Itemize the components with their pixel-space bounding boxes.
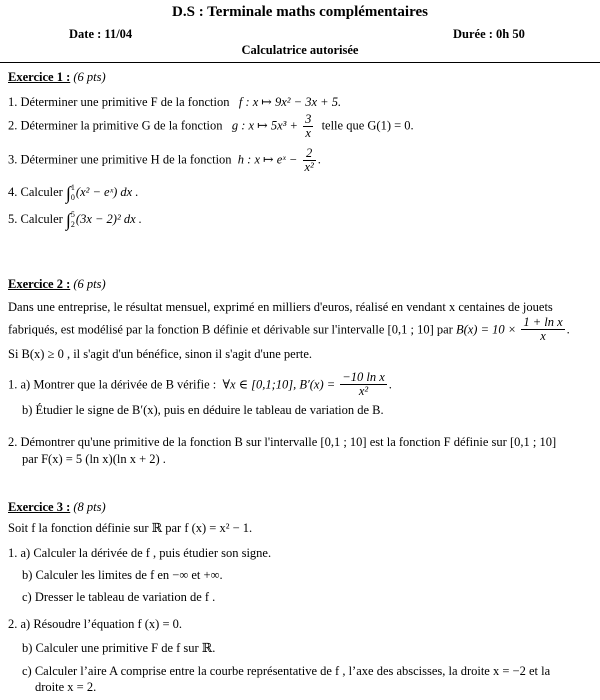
- exercise-1-title: Exercice 1 :: [8, 70, 71, 84]
- ex1-question-1: [8, 95, 341, 109]
- ex2-function-b: B(x) = 10 ×: [455, 322, 517, 337]
- ex2-q1a-fraction: $\frac{\text{−10 ln x}}{\text{x²}}$: [342, 370, 385, 398]
- ex3-intro: Soit f la fonction définie sur ℝ par f (x) = x² − 1.: [8, 521, 253, 535]
- ex2-intro-line-2: fabriqués, est modélisé par la fonction B définie et dérivable sur l'intervalle [0,1 ; 10] par B(x) = 10 × $\frac{\text{1 + ln x}}{x}$ .: [8, 315, 570, 343]
- ex1-question-2: [8, 113, 414, 140]
- exam-duration: Durée : 0h 50: [453, 27, 525, 41]
- ex1-q3-fraction: $\frac{2}{\text{x²}}$: [304, 146, 314, 174]
- ex2-q1a-text: 1. a) Montrer que la dérivée de B vérifie :: [8, 377, 217, 392]
- ex1-q5-integrand: (3x − 2)² dx .: [75, 212, 142, 226]
- ex3-question-2a: 2. a) Résoudre l’équation f (x) = 0.: [8, 617, 183, 631]
- ex2-intro2-text: fabriqués, est modélisé par la fonction B définie et dérivable sur l'intervalle [0,1 ; 10] par: [8, 322, 453, 337]
- exercise-3-title: Exercice 3 :: [8, 500, 71, 514]
- ex1-q2-fraction: $\frac{3}{x}$: [305, 112, 312, 140]
- ex2-question-1a: 1. a) Montrer que la dérivée de B vérifie : ∀x ∈ [0,1;10], B′(x) = $\frac{\text{−10 ln x}}{\text{x²}}$ .: [8, 370, 392, 398]
- integral-sign: ∫: [65, 210, 71, 230]
- ex3-question-1a: 1. a) Calculer la dérivée de f , puis étudier son signe.: [8, 546, 272, 560]
- ex1-question-3: 3. Déterminer une primitive H de la fonction h : x ↦ eˣ − $\frac{2}{\text{x²}}$ .: [8, 146, 321, 174]
- exercise-1-points: (6 pts): [73, 70, 106, 84]
- ex3-question-2c-line-2: droite x = 2.: [35, 680, 97, 694]
- ex1-q4-integrand: (x² − eˣ) dx .: [75, 185, 139, 199]
- exercise-2-heading: [8, 277, 106, 291]
- ex3-question-2c-line-1: c) Calculer l’aire A comprise entre la courbe représentative de f , l’axe des abscisses, la droite x = −2 et la: [22, 664, 551, 678]
- ex1-q5-bounds: 5 2: [70, 210, 75, 230]
- ex3-question-2b: b) Calculer une primitive F de f sur ℝ.: [22, 641, 216, 655]
- ex2-question-2-line-2: par F(x) = 5 (ln x)(ln x + 2) .: [22, 452, 166, 466]
- exercise-2-title: Exercice 2 :: [8, 277, 71, 291]
- ex1-q3-function: h : x ↦ eˣ −: [237, 152, 298, 167]
- page-title: D.S : Terminale maths complémentaires: [172, 4, 428, 20]
- ex1-q5-text: 5. Calculer: [8, 212, 63, 226]
- ex1-q1-function: f : x ↦ 9x² − 3x + 5.: [238, 95, 342, 109]
- ex3-question-1c: c) Dresser le tableau de variation de f .: [22, 590, 216, 604]
- ex1-q2-condition: telle que G(1) = 0.: [321, 118, 414, 133]
- exercise-3-heading: [8, 500, 106, 514]
- ex1-question-5: [8, 210, 142, 231]
- ex2-intro-line-3: Si B(x) ≥ 0 , il s'agit d'un bénéfice, sinon il s'agit d'une perte.: [8, 347, 313, 361]
- ex1-q2-text: 2. Déterminer la primitive G de la fonction: [8, 118, 223, 133]
- exam-date: Date : 11/04: [69, 27, 133, 41]
- ex1-q1-text: 1. Déterminer une primitive F de la fonction: [8, 95, 230, 109]
- exercise-2-points: (6 pts): [73, 277, 106, 291]
- ex3-question-1b: b) Calculer les limites de f en −∞ et +∞.: [22, 568, 223, 582]
- ex2-intro-line-1: Dans une entreprise, le résultat mensuel, exprimé en milliers d'euros, réalisé en vendant x centaines de jouets: [8, 300, 553, 314]
- ex1-q4-text: 4. Calculer: [8, 185, 63, 199]
- ex2-q1a-expression: ∀x ∈ [0,1;10], B′(x) =: [222, 377, 336, 392]
- calculator-note: Calculatrice autorisée: [241, 43, 359, 57]
- ex1-q2-function: g : x ↦ 5x³ +: [231, 118, 298, 133]
- exercise-3-points: (8 pts): [73, 500, 106, 514]
- ex1-q4-bounds: 1 0: [70, 183, 75, 203]
- ex2-question-1b: b) Étudier le signe de B′(x), puis en déduire le tableau de variation de B.: [22, 403, 384, 417]
- ex2-function-fraction: $\frac{\text{1 + ln x}}{x}$: [523, 315, 563, 343]
- ex1-q3-text: 3. Déterminer une primitive H de la fonction: [8, 152, 232, 167]
- header-divider: [0, 62, 600, 63]
- ex1-question-4: [8, 183, 138, 204]
- exercise-1-heading: [8, 70, 106, 84]
- ex2-question-2-line-1: 2. Démontrer qu'une primitive de la fonction B sur l'intervalle [0,1 ; 10] est la fonction F définie sur [0,1 ; 10]: [8, 435, 557, 449]
- integral-sign: ∫: [65, 183, 71, 203]
